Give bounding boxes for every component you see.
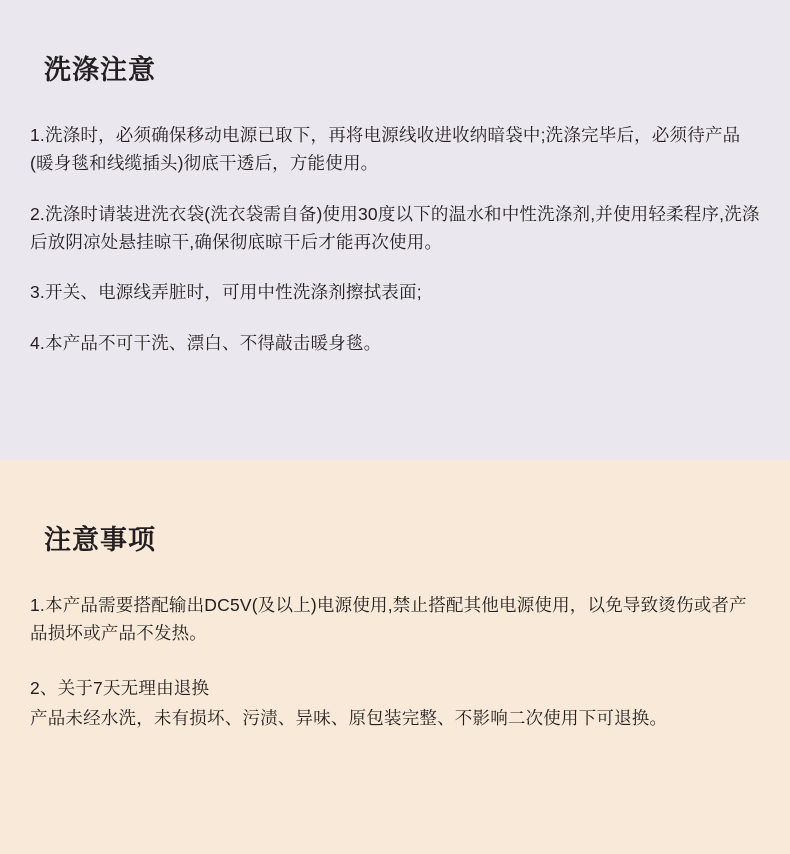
washing-care-title: 洗涤注意 [44, 55, 156, 85]
washing-care-body [30, 121, 760, 357]
notice-paragraph-1: 1.本产品需要搭配输出DC5V(及以上)电源使用,禁止搭配其他电源使用，以免导致烫伤或者产品损坏或产品不发热。 [30, 595, 747, 644]
washing-care-paragraph-3: 3.开关、电源线弄脏时，可用中性洗涤剂擦拭表面; [30, 282, 422, 303]
washing-care-paragraph-2: 2.洗涤时请装进洗衣袋(洗衣袋需自备)使用30度以下的温水和中性洗涤剂,并使用轻柔程序,洗涤后放阴凉处悬挂晾干,确保彻底晾干后才能再次使用。 [30, 203, 760, 253]
washing-care-paragraph-4: 4.本产品不可干洗、漂白、不得敲击暖身毯。 [30, 332, 382, 353]
return-policy-heading: 2、关于7天无理由退换 [30, 677, 210, 698]
notice-body [30, 591, 760, 732]
return-policy-group [30, 674, 760, 733]
washing-care-paragraph-1: 1.洗涤时，必须确保移动电源已取下，再将电源线收进收纳暗袋中;洗涤完毕后，必须待产品(暖身毯和线缆插头)彻底干透后，方能使用。 [30, 125, 741, 174]
notice-section [0, 460, 790, 854]
notice-title: 注意事项 [44, 525, 156, 555]
return-policy-body: 产品未经水洗，未有损坏、污渍、异味、原包装完整、不影响二次使用下可退换。 [30, 708, 668, 729]
